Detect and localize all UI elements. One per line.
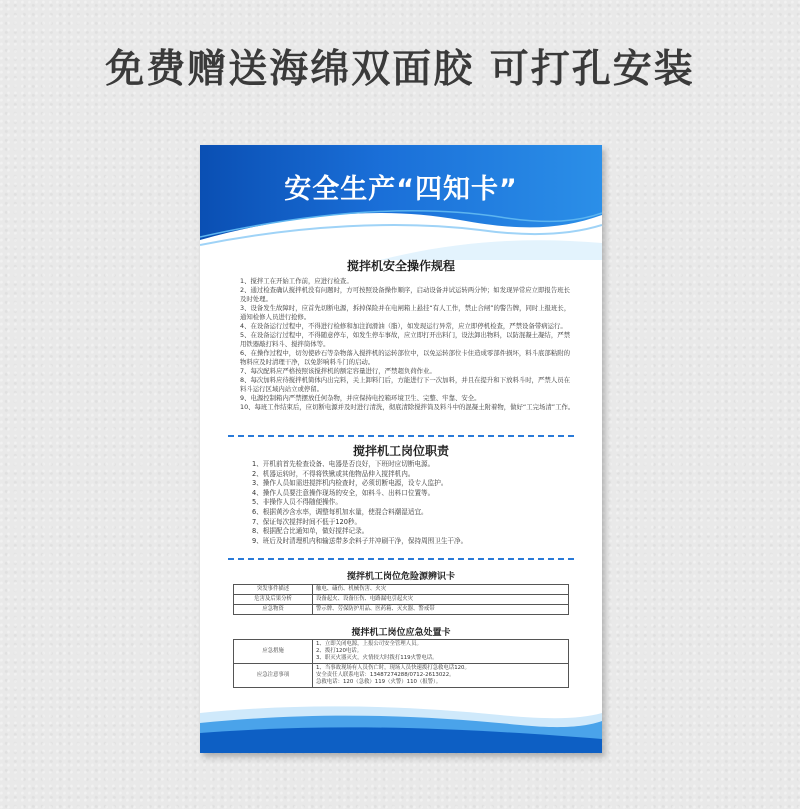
row-value: 触电、磕伤、机械伤害、火灾 [313,585,569,595]
list-item: 3、设备发生故障时，应首先切断电源，拆掉保险并在电闸箱上悬挂“有人工作，禁止合闸”的警告牌，同时上报班长，通知检修人员进行抢修。 [240,304,571,321]
hazard-title: 搅拌机工岗位危险源辨识卡 [346,572,455,582]
emergency-title: 搅拌机工岗位应急处置卡 [351,628,451,638]
list-item: 8、每次加料应待搅拌机简体内出完料，关上卸料门后，方能进行下一次加料，并且在提升和下放料斗时，严禁人员在料斗运行区域内站立或停留。 [240,376,570,393]
list-item: 7、每次配料应严格按照该搅拌机的额定容量进行，严禁超负荷作业。 [240,367,436,375]
hazard-table [233,584,569,615]
row-label: 应急物资 [234,605,313,615]
list-item: 2、通过检查确认搅拌机没有问题时，方可按照设备操作顺序，启动设备并试运转两分钟；如发现异常应立即报告班长及时处理。 [240,286,570,303]
emergency-table [233,639,569,688]
divider [228,558,574,560]
duty-title: 搅拌机工岗位职责 [352,444,449,458]
rules-title: 搅拌机安全操作规程 [346,259,455,273]
list-item: 6、在操作过程中，切勿使砂石等杂物落入搅拌机的运转部位中，以免运转部位卡住造成零部件损坏，料斗底部粘附的物料应及时清理干净，以免影响料斗门的启动。 [240,349,570,366]
list-item: 1、开机前首先检查设备、电器是否良好，下班时应切断电源。 [252,460,435,468]
list-item: 6、根据黄沙含水率，调整每机加水量，使混合料潮湿适宜。 [252,507,428,516]
row-line: 3、职灭火器灭火，火情较大时拨打119火警电话。 [316,655,438,661]
table-row [234,605,569,615]
safety-poster [200,145,602,753]
list-item: 2、机器运转时，不得将铁锹或其他物品伸入搅拌机内。 [252,469,415,478]
row-line: 1、当事故现场有人员伤亡时，现场人员快速拨打急救电话120。 [316,665,470,671]
list-item: 4、在设备运行过程中，不得进行检修和加注润滑油（脂），如发现运行异常，应立即停机检查，严禁设备带病运行。 [240,322,567,330]
divider [228,435,574,437]
row-value [313,640,569,664]
row-value: 警示牌、劳保防护用品、医药箱、灭火器、警戒带 [313,605,569,615]
row-line: 急救电话：120（急救）119（火警）110（报警）。 [316,679,442,685]
row-label: 应急注意事项 [234,664,313,688]
row-value: 设备起火、设备压伤、电路漏电引起火灾 [313,595,569,605]
table-row [234,664,569,688]
table-row [234,595,569,605]
list-item: 5、在设备运行过程中，不得随意停车，如发生停车事故，应立即打开出料门，设法卸出物料，以防混凝土凝结，严禁用铁器敲打料斗、搅拌筒体等。 [240,331,570,348]
list-item: 9、电源控制箱内严禁摆放任何杂物，并应保持电控箱环境卫生、完整、牢靠、安全。 [240,394,481,402]
footer-wave-decoration [200,693,602,753]
poster-header [200,145,602,255]
list-item: 7、保证每次搅拌时间不低于120秒。 [252,517,362,526]
row-label: 应急措施 [234,640,313,664]
row-line: 安全责任人联系电话：13487274288/0712-2613022。 [316,672,455,678]
table-row [234,585,569,595]
rules-list [240,277,576,412]
row-line: 2、拨打120电话。 [316,648,363,654]
list-item: 1、搅拌工在开始工作前，应进行检查。 [240,277,353,285]
list-item: 10、每班工作结束后，应切断电源并及时进行清洗，彻底清除搅拌筒及料斗中的混凝土附着物，做好“工完场清”工作。 [240,403,575,411]
row-label: 突发事件描述 [234,585,313,595]
duties-list [252,460,572,546]
list-item: 3、操作人员如需进搅拌机内检查时，必须切断电源，设专人监护。 [252,479,448,488]
headline-banner: 免费赠送海绵双面胶 可打孔安装 [105,47,695,92]
row-label: 危害及后果分析 [234,595,313,605]
list-item: 8、根据配合比通知单，做好搅拌记录。 [252,527,369,536]
poster-title: 安全生产“四知卡” [284,174,518,205]
row-value [313,664,569,688]
list-item: 5、非操作人员不得随便操作。 [252,498,342,507]
row-line: 1、立即关闭电源，上报公司安全管理人员。 [316,641,422,647]
table-row [234,640,569,664]
list-item: 9、班后及时清理机内和输送带多余料子并冲刷干净，保持周围卫生干净。 [252,536,468,545]
list-item: 4、操作人员要注意操作现场的安全，如料斗、出料口位置等。 [252,488,435,497]
